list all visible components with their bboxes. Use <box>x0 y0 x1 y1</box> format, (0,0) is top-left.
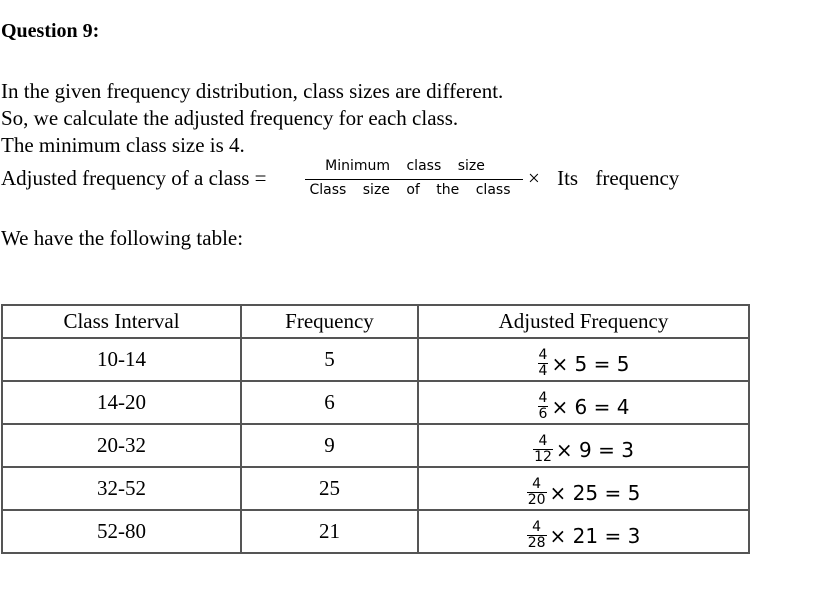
ratio-numerator: 4 <box>532 519 542 535</box>
table-row <box>2 424 749 467</box>
paragraph-adjusted: So, we calculate the adjusted frequency for each class. <box>1 106 459 130</box>
cell-class-interval: 52-80 <box>2 510 241 553</box>
header-adjusted-frequency: Adjusted Frequency <box>418 305 749 338</box>
adjusted-expression <box>527 520 641 551</box>
cell-frequency: 21 <box>241 510 418 553</box>
ratio-denominator: 4 <box>538 363 548 379</box>
product-result: × 9 = 3 <box>555 437 634 462</box>
question-title: Question 9: <box>1 20 100 42</box>
ratio-denominator: 12 <box>534 449 552 465</box>
formula-lead: Adjusted frequency of a class = <box>1 166 267 190</box>
cell-class-interval: 14-20 <box>2 381 241 424</box>
ratio-fraction <box>533 434 553 465</box>
table-row <box>2 467 749 510</box>
product-result: × 5 = 5 <box>551 351 630 376</box>
fraction-bar <box>305 179 523 180</box>
ratio-denominator: 20 <box>527 492 546 508</box>
product-result: × 21 = 3 <box>549 523 641 548</box>
cell-adjusted-frequency <box>418 510 749 553</box>
cell-class-interval: 32-52 <box>2 467 241 510</box>
table-row <box>2 381 749 424</box>
formula-tail: × Its frequency <box>528 166 680 190</box>
adjusted-expression <box>527 477 641 508</box>
formula-numerator: Minimum class size <box>325 158 485 174</box>
paragraph-minimum: The minimum class size is 4. <box>1 133 245 157</box>
adjusted-expression <box>533 434 634 465</box>
formula-denominator: Class size of the class <box>309 182 511 198</box>
ratio-fraction <box>538 391 549 422</box>
table-row <box>2 510 749 553</box>
header-frequency: Frequency <box>241 305 418 338</box>
cell-frequency: 9 <box>241 424 418 467</box>
header-class-interval: Class Interval <box>2 305 241 338</box>
ratio-numerator: 4 <box>538 347 548 363</box>
ratio-denominator: 6 <box>538 406 548 422</box>
cell-adjusted-frequency <box>418 381 749 424</box>
cell-adjusted-frequency <box>418 424 749 467</box>
ratio-fraction <box>527 520 547 551</box>
product-result: × 6 = 4 <box>551 394 630 419</box>
ratio-fraction <box>538 348 549 379</box>
cell-class-interval: 10-14 <box>2 338 241 381</box>
ratio-numerator: 4 <box>532 476 542 492</box>
ratio-numerator: 4 <box>538 390 548 406</box>
ratio-numerator: 4 <box>538 433 548 449</box>
cell-frequency: 5 <box>241 338 418 381</box>
cell-frequency: 25 <box>241 467 418 510</box>
adjusted-expression <box>538 348 630 379</box>
frequency-table <box>1 304 750 554</box>
ratio-denominator: 28 <box>527 535 546 551</box>
table-header-row <box>2 305 749 338</box>
paragraph-class-sizes: In the given frequency distribution, class sizes are different. <box>1 79 504 103</box>
product-result: × 25 = 5 <box>549 480 641 505</box>
cell-frequency: 6 <box>241 381 418 424</box>
cell-adjusted-frequency <box>418 467 749 510</box>
table-intro: We have the following table: <box>1 226 244 250</box>
ratio-fraction <box>527 477 547 508</box>
cell-adjusted-frequency <box>418 338 749 381</box>
table-row <box>2 338 749 381</box>
adjusted-expression <box>538 391 630 422</box>
cell-class-interval: 20-32 <box>2 424 241 467</box>
